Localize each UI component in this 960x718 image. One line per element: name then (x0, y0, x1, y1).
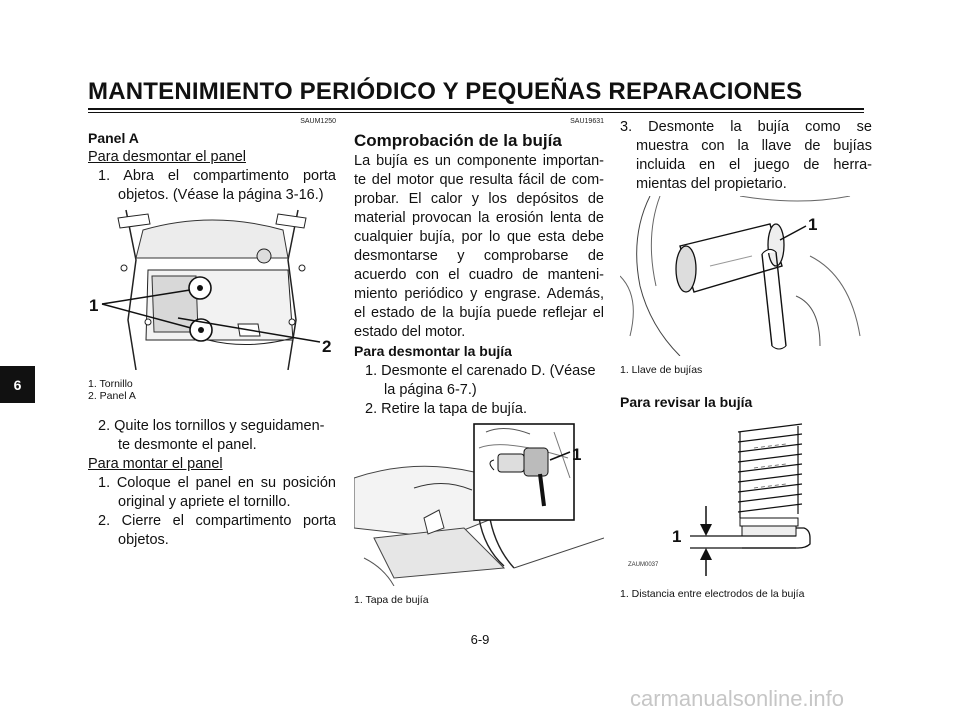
section-heading: Panel A (88, 130, 139, 146)
figure-caption: 1. Tapa de bujía (354, 594, 429, 606)
subheading-remove-plug: Para desmontar la bujía (354, 343, 512, 359)
step-text: 2. Quite los tornillos y seguidamen- (98, 418, 325, 434)
callout-2: 2 (322, 337, 332, 356)
page-number: 6-9 (470, 632, 490, 647)
figure-caption: 1. Tornillo (88, 378, 133, 390)
step-text: te desmonte el panel. (118, 437, 257, 453)
step-text: 2. Retire la tapa de bujía. (365, 401, 528, 417)
body-paragraph: La bujía es un componente importan- te del motor que resulta fácil de com- probar. El calor y los depósitos de material provocan la erosión lenta de cualquier bujía, por lo que esta debe desmontarse y comprobarse de acuerdo con el cuadro de manteni- miento periódico y engrase. Además, el estado de la bujía puede reflejar el estado del motor. (354, 153, 604, 340)
callout-1: 1 (89, 296, 99, 315)
callout-1: 1 (572, 445, 582, 464)
spark-plug-gap-figure (620, 418, 872, 578)
step-text: 1. Abra el compartimento porta (98, 168, 336, 184)
figure-caption: 1. Llave de bujías (620, 364, 703, 376)
section-code: SAU19631 (570, 118, 604, 125)
chapter-tab[interactable]: 6 (0, 366, 35, 403)
step-text: 1. Coloque el panel en su posición (98, 475, 336, 491)
section-heading: Comprobación de la bujía (354, 131, 562, 150)
step-text: 1. Desmonte el carenado D. (Véase (365, 363, 596, 379)
spark-plug-cap-figure (354, 418, 604, 586)
step-3: 3. Desmonte la bujía como se muestra con la llave de bujías incluida en el juego de herra- mientas del propietario. (620, 119, 872, 192)
subheading-install: Para montar el panel (88, 456, 223, 472)
step-text: objetos. (118, 532, 169, 548)
figure-caption: 1. Distancia entre electrodos de la bujía (620, 588, 805, 600)
title-rule-thin (88, 112, 864, 113)
step-text: la página 6-7.) (384, 382, 477, 398)
subheading-remove: Para desmontar el panel (88, 149, 246, 165)
figure-caption: 2. Panel A (88, 390, 136, 402)
panel-a-figure (88, 200, 336, 370)
callout-1: 1 (672, 527, 682, 546)
page-title: MANTENIMIENTO PERIÓDICO Y PEQUEÑAS REPARACIONES (88, 78, 803, 105)
step-text: objetos. (Véase la página 3-16.) (118, 187, 324, 203)
step-text: 2. Cierre el compartimento porta (98, 513, 336, 529)
callout-1: 1 (808, 215, 818, 234)
step-text: original y apriete el tornillo. (118, 494, 291, 510)
title-rule (88, 108, 864, 110)
figure-code: ZAUM0037 (628, 562, 659, 568)
section-code: SAUM1250 (300, 118, 336, 125)
spark-plug-wrench-figure (620, 196, 872, 356)
watermark: carmanualsonline.info (630, 686, 845, 711)
subheading-check: Para revisar la bujía (620, 394, 753, 410)
